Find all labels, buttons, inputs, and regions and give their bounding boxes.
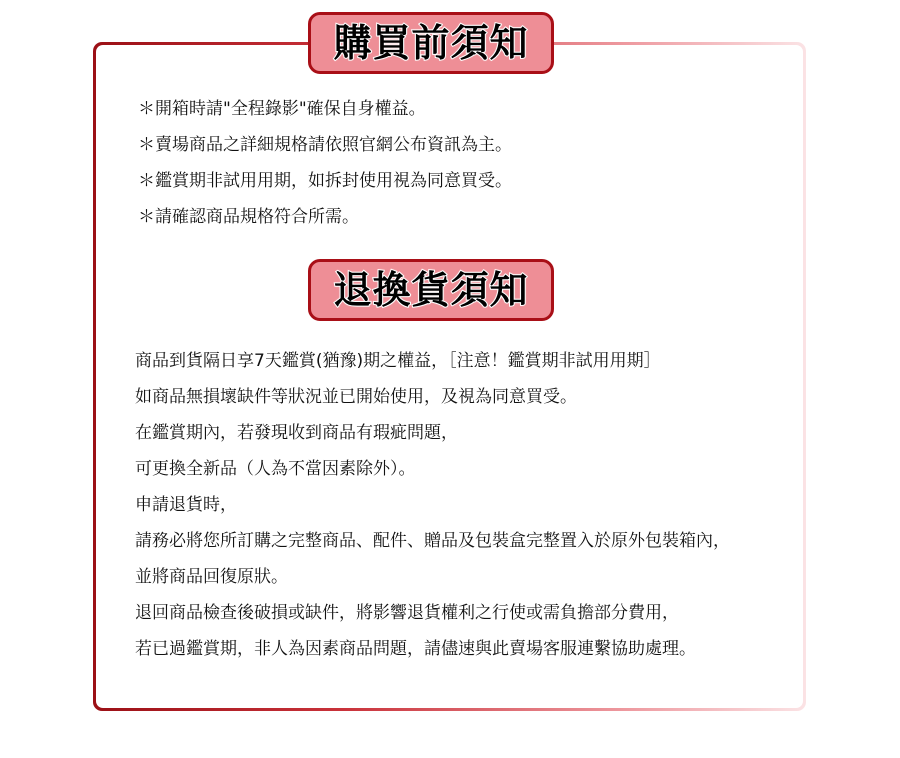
list-item: 商品到貨隔日享7天鑑賞(猶豫)期之權益，［注意！鑑賞期非試用用期］ (135, 351, 661, 371)
list-item: 請務必將您所訂購之完整商品、配件、贈品及包裝盒完整置入於原外包裝箱內， (135, 531, 730, 551)
list-item: 可更換全新品（人為不當因素除外）。 (135, 459, 416, 479)
list-item: 若已過鑑賞期，非人為因素商品問題，請儘速與此賣場客服連繫協助處理。 (135, 639, 696, 659)
section-title-badge-purchase (308, 12, 554, 74)
section-title-return: 退換貨須知 (333, 268, 529, 312)
list-item: 並將商品回復原狀。 (135, 567, 288, 587)
return-notice-list (135, 347, 730, 671)
list-item: ＊開箱時請"全程錄影"確保自身權益。 (138, 99, 426, 119)
list-item: ＊賣場商品之詳細規格請依照官網公布資訊為主。 (138, 135, 512, 155)
list-item: 退回商品檢查後破損或缺件，將影響退貨權利之行使或需負擔部分費用， (135, 603, 679, 623)
purchase-notice-list (138, 96, 512, 240)
list-item: 如商品無損壞缺件等狀況並已開始使用，及視為同意買受。 (135, 387, 577, 407)
section-title-purchase: 購買前須知 (333, 21, 529, 65)
section-title-badge-return (308, 259, 554, 321)
list-item: 申請退貨時， (135, 495, 237, 515)
list-item: 在鑑賞期內，若發現收到商品有瑕疵問題， (135, 423, 458, 443)
list-item: ＊請確認商品規格符合所需。 (138, 207, 359, 227)
list-item: ＊鑑賞期非試用用期，如拆封使用視為同意買受。 (138, 171, 512, 191)
